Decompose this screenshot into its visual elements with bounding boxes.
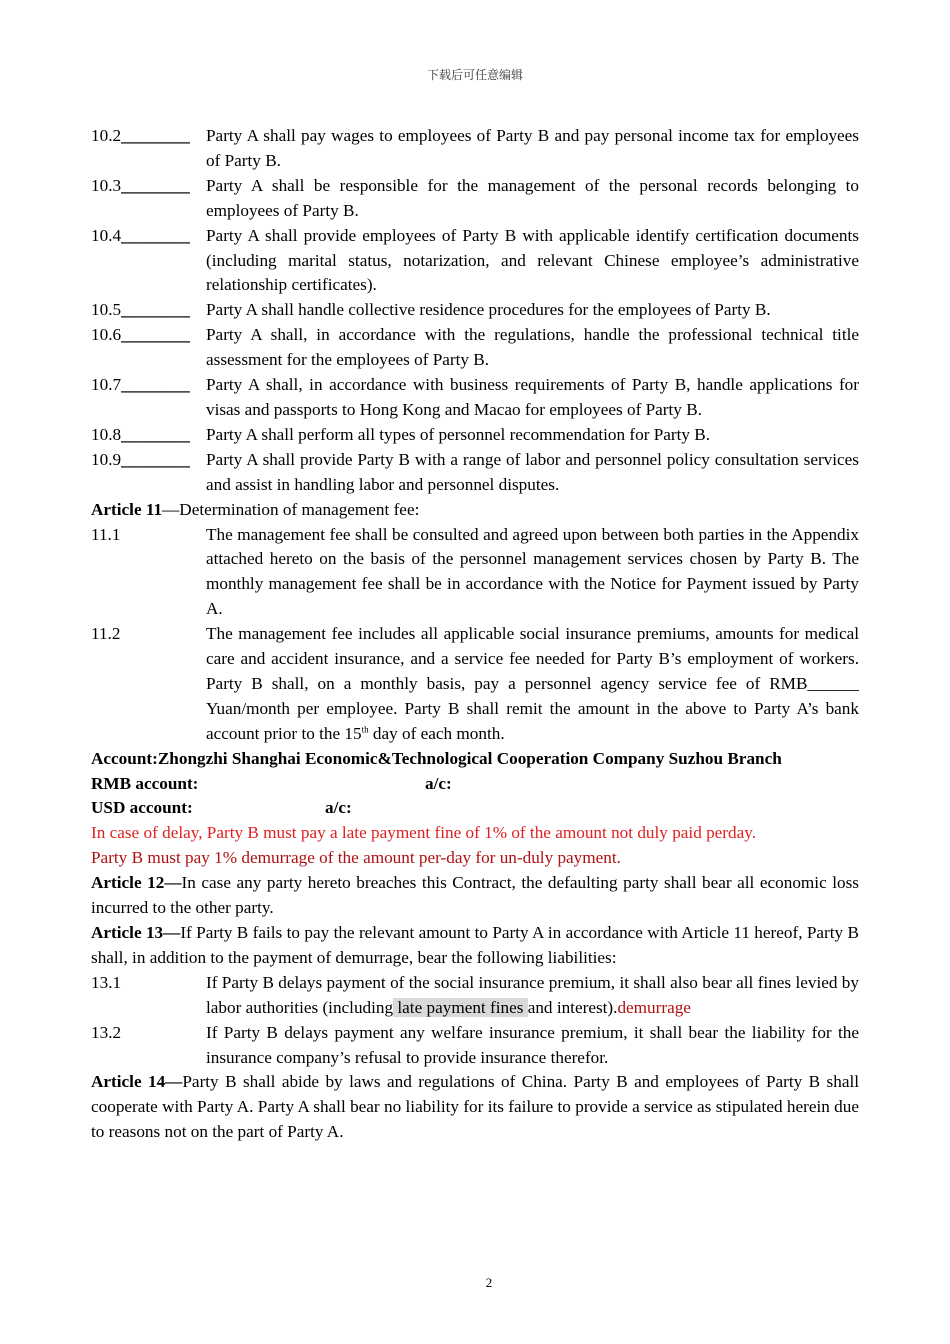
demurrage-note: Party B must pay 1% demurrage of the amount per-day for un-duly payment. [91,848,621,868]
clause-11-2 [91,622,859,747]
clause-text: Party A shall, in accordance with the regulations, handle the professional technical title assessment for the employees of Party B. [206,325,859,370]
clause-number: 10.6 [91,325,122,345]
article-11-heading: Article 11—Determination of management fee: [91,499,420,519]
clause-13-2 [91,1021,859,1071]
clause-10-5: 10.5________ Party A shall handle collective residence procedures for the employees of Party B. [91,298,859,323]
rmb-ac-label: a/c: [425,773,452,793]
clause-number: 10.7 [91,375,122,395]
clause-text: Party A shall, in accordance with business requirements of Party B, handle applications for visas and passports to Hong Kong and Macao for employees of Party B. [206,375,859,419]
clause-number: 10.8 [91,424,122,444]
clause-text: Party A shall provide employees of Party B with applicable identify certification documents (including marital status, notarization, and relevant Chinese employee’s administrative relationship certificates). [206,225,859,295]
clause-13-1 [91,971,859,1021]
clause-number: 13.1 [91,972,122,992]
page-header: 下载后可任意编辑 [426,68,523,82]
late-fine-note: In case of delay, Party B must pay a late payment fine of 1% of the amount not duly paid perday. [91,823,757,843]
clause-text: The management fee includes all applicable social insurance premiums, amounts for medical care and accident insurance, and a service fee needed for Party B’s employment of workers. Party B shall, on a monthly basis, pay a personnel agency service fee of RMB______ Yuan/month per employee. Party B shall remit the amount in the above to Party A’s bank account prior to the 15th day of each month. [206,624,859,743]
clause-number: 10.5 [91,300,122,320]
rmb-account-label: RMB account: [91,773,199,793]
clause-number: 10.3 [91,175,122,195]
clause-text: Party A shall provide Party B with a range of labor and personnel policy consultation services and assist in handling labor and personnel disputes. [206,449,859,494]
clause-text: Party A shall handle collective residence procedures for the employees of Party B. [206,300,771,320]
clause-text: If Party B delays payment any welfare insurance premium, it shall bear the liability for the insurance company’s refusal to provide insurance therefor. [206,1022,859,1067]
highlighted-text: late payment fines [393,997,528,1017]
clause-10-3: 10.3________ Party A shall be responsible for the management of the personal records belonging to employees of Party B. [91,174,859,224]
usd-account-label: USD account: [91,798,193,818]
clause-text: If Party B delays payment of the social insurance premium, it shall also bear all fines levied by labor authorities (including late payment fines and interest).demurrage [206,972,859,1017]
page-number: 2 [485,1275,493,1290]
clause-text: Party A shall perform all types of personnel recommendation for Party B. [206,424,711,444]
article-14: Article 14—Party B shall abide by laws and regulations of China. Party B and employees of Party B shall cooperate with Party A. Party A shall bear no liability for its failure to provide a service as stipulated herein due to reasons not on the part of Party A. [91,1072,860,1142]
clause-10-4: 10.4________ Party A shall provide employees of Party B with applicable identify certification documents (including marital status, notarization, and relevant Chinese employee’s administrative relationship certificates). [91,224,859,299]
clause-text: Party A shall pay wages to employees of Party B and pay personal income tax for employees of Party B. [206,126,859,170]
demurrage-annotation: demurrage [617,997,691,1017]
usd-account-line [91,796,859,821]
clause-10-2: 10.2________ Party A shall pay wages to employees of Party B and pay personal income tax for employees of Party B. [91,124,859,174]
clause-number: 10.4 [91,225,122,245]
article-12: Article 12—In case any party hereto breaches this Contract, the defaulting party shall bear all economic loss incurred to the other party. [91,873,859,918]
clause-text: The management fee shall be consulted and agreed upon between both parties in the Appendix attached hereto on the basis of the personnel management services chosen by Party B. The monthly management fee shall be in accordance with the Notice for Payment issued by Party A. [206,524,859,619]
clause-number: 11.2 [91,624,121,644]
clause-10-8: 10.8________ Party A shall perform all types of personnel recommendation for Party B. [91,423,859,448]
clause-number: 10.2 [91,126,122,145]
clause-10-7: 10.7________ Party A shall, in accordance with business requirements of Party B, handle applications for visas and passports to Hong Kong and Macao for employees of Party B. [91,373,859,423]
rmb-account-line [91,772,859,797]
article-13: Article 13—If Party B fails to pay the relevant amount to Party A in accordance with Article 11 hereof, Party B shall, in addition to the payment of demurrage, bear the following liabilities: [91,923,859,967]
clause-11-1 [91,523,859,623]
clause-number: 11.1 [91,524,121,544]
clause-text: Party A shall be responsible for the management of the personal records belonging to employees of Party B. [206,175,859,220]
clause-number: 13.2 [91,1022,122,1042]
account-line: Account:Zhongzhi Shanghai Economic&Technological Cooperation Company Suzhou Branch [91,748,782,768]
document-body [91,124,859,1145]
usd-ac-label: a/c: [325,798,352,818]
clause-number: 10.9 [91,449,122,469]
clause-10-6: 10.6________ Party A shall, in accordance with the regulations, handle the professional technical title assessment for the employees of Party B. [91,323,859,373]
clause-10-9: 10.9________ Party A shall provide Party B with a range of labor and personnel policy consultation services and assist in handling labor and personnel disputes. [91,448,859,498]
